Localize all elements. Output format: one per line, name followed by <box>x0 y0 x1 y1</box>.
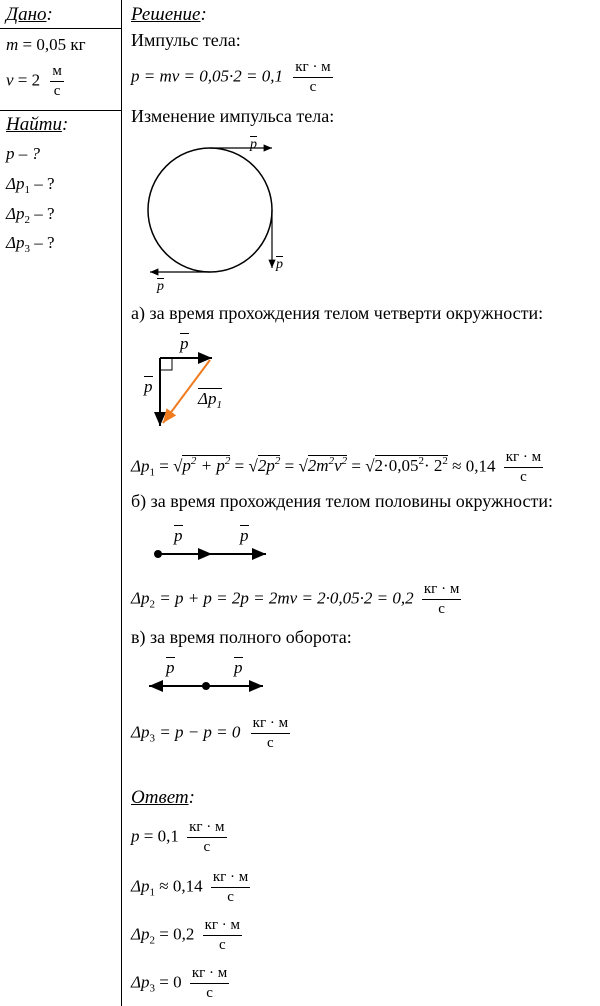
formula-a <box>131 450 543 485</box>
answer-dp3-value: = 0 <box>159 972 182 992</box>
find-dp2-sub: 2 <box>24 214 30 226</box>
quarter-vec-top <box>180 333 189 352</box>
answer-dp2-unit-den: с <box>218 937 226 953</box>
sqrt1-p: p <box>182 456 191 476</box>
answer-dp3-unit-den: с <box>206 985 213 1001</box>
impulse-unit-den: с <box>309 79 317 95</box>
circle-diagram <box>140 130 300 300</box>
answer-dp1-unit <box>211 870 250 905</box>
sqrt3-m: 2m <box>307 456 329 476</box>
answer-dp2-label: Δp <box>131 924 150 944</box>
sqrt1-p2: + p <box>200 456 225 476</box>
find-dp1-label: Δp <box>6 174 25 193</box>
mass-value: = 0,05 кг <box>22 35 86 54</box>
answer-p-unit <box>187 820 226 855</box>
full-center-dot <box>202 682 210 690</box>
given-velocity <box>6 64 64 99</box>
solution-header-colon: : <box>200 4 207 25</box>
answer-p-value: = 0,1 <box>143 826 179 846</box>
find-item-dp2 <box>6 205 55 226</box>
formula-a-unit-den: с <box>520 469 527 485</box>
find-dp3-suffix: – ? <box>29 233 55 252</box>
answer-header-colon: : <box>188 787 195 808</box>
find-header <box>6 115 68 134</box>
eq-sign-1: = <box>159 456 169 476</box>
impulse-unit <box>293 60 332 95</box>
answer-line-p <box>131 820 227 855</box>
formula-c-sub: 3 <box>149 732 155 745</box>
given-top-underline <box>0 28 121 29</box>
formula-b-unit-den: с <box>438 601 445 617</box>
full-vec-2 <box>234 657 243 676</box>
given-header-colon: : <box>46 4 53 25</box>
case-a-text: а) за время прохождения телом четверти окружности: <box>131 303 544 323</box>
sqrt4-a: 2·0,05 <box>374 456 419 476</box>
find-dp3-label: Δp <box>6 233 25 252</box>
formula-a-result: ≈ 0,14 <box>452 456 496 476</box>
impulse-title: Импульс тела: <box>131 30 241 50</box>
answer-p-unit-den: с <box>203 839 211 855</box>
quarter-delta-sub: 1 <box>216 399 222 411</box>
impulse-formula-text: p = mv = 0,05·2 = 0,1 <box>131 66 283 86</box>
find-item-p: p – ? <box>6 144 40 163</box>
impulse-unit-num: кг · м <box>293 60 332 78</box>
answer-p-label: p <box>131 826 140 846</box>
answer-header <box>131 788 195 807</box>
velocity-unit-den: с <box>53 83 61 99</box>
half-vec-1 <box>174 525 183 544</box>
quarter-delta-label <box>198 388 222 411</box>
answer-header-text: Ответ <box>131 787 189 808</box>
answer-dp3-unit <box>190 966 229 1001</box>
given-bottom-underline <box>0 110 121 111</box>
eq-sign-4: = <box>351 456 361 476</box>
sqrt3-v: v <box>334 456 342 476</box>
sqrt-3: $√2m^2v^2$ <box>298 455 348 476</box>
half-vec-2 <box>240 525 249 544</box>
half-vec-1-label: p <box>174 526 183 545</box>
quarter-vec-left <box>144 376 153 395</box>
case-c-text: в) за время полного оборота: <box>131 627 352 647</box>
find-header-colon: : <box>61 114 69 135</box>
circle-vec-bottom <box>157 278 164 294</box>
given-header <box>6 5 53 24</box>
formula-b-unit <box>422 582 461 617</box>
velocity-symbol: v <box>6 70 14 90</box>
formula-b-left: Δp <box>131 588 150 608</box>
find-item-dp3 <box>6 234 55 255</box>
find-dp1-suffix: – ? <box>29 174 55 193</box>
answer-dp1-value: ≈ 0,14 <box>159 876 203 896</box>
solution-header-text: Решение <box>131 4 201 25</box>
formula-c-unit <box>251 716 290 751</box>
formula-a-left: Δp <box>131 456 150 476</box>
full-turn-diagram <box>145 672 275 702</box>
quarter-vec-top-label: p <box>180 334 189 353</box>
impulse-formula <box>131 60 333 95</box>
answer-dp2-unit <box>203 918 242 953</box>
answer-dp2-unit-num: кг · м <box>203 918 242 936</box>
mass-symbol: m <box>6 35 19 54</box>
find-dp2-label: Δp <box>6 204 25 223</box>
formula-a-sub: 1 <box>149 466 155 479</box>
formula-c-unit-num: кг · м <box>251 716 290 734</box>
formula-a-unit-num: кг · м <box>504 450 543 468</box>
answer-dp1-unit-den: с <box>227 889 234 905</box>
full-vec-2-label: p <box>234 658 243 677</box>
answer-dp3-sub: 3 <box>149 982 155 995</box>
given-header-text: Дано <box>6 4 47 25</box>
circle-vec-right-label: p <box>276 257 283 272</box>
answer-dp1-label: Δp <box>131 876 150 896</box>
find-header-text: Найти <box>6 114 62 135</box>
half-turn-diagram <box>150 540 280 570</box>
trajectory-circle <box>148 148 272 272</box>
find-dp1-sub: 1 <box>24 184 30 196</box>
velocity-value: = 2 <box>17 70 41 90</box>
formula-b-unit-num: кг · м <box>422 582 461 600</box>
quarter-vec-left-label: p <box>144 377 153 396</box>
velocity-unit-num: м <box>50 64 64 82</box>
answer-dp1-unit-num: кг · м <box>211 870 250 888</box>
find-item-dp1 <box>6 175 55 196</box>
given-column-border <box>121 0 122 1006</box>
eq-sign-2: = <box>234 456 245 476</box>
formula-c-left: Δp <box>131 722 150 742</box>
answer-p-unit-num: кг · м <box>187 820 226 838</box>
sqrt4-b: · 2 <box>423 456 443 476</box>
answer-dp3-label: Δp <box>131 972 150 992</box>
answer-dp1-sub: 1 <box>149 886 155 899</box>
sqrt-4: $√2\cdot 0,05^2\cdot 2^2$ <box>365 455 448 476</box>
case-b-text: б) за время прохождения телом половины окружности: <box>131 491 553 511</box>
velocity-unit <box>50 64 64 99</box>
formula-b-text: = p + p = 2p = 2mv = 2·0,05·2 = 0,2 <box>159 588 414 608</box>
sqrt-2: $√2p^2$ <box>248 455 281 476</box>
find-dp2-suffix: – ? <box>29 204 55 223</box>
change-title: Изменение импульса тела: <box>131 106 335 126</box>
answer-line-dp1 <box>131 870 250 905</box>
eq-sign-3: = <box>284 456 295 476</box>
given-mass <box>6 36 86 53</box>
answer-line-dp3 <box>131 966 229 1001</box>
find-dp3-sub: 3 <box>24 243 30 255</box>
right-angle-mark <box>160 358 172 370</box>
answer-dp2-sub: 2 <box>149 934 155 947</box>
answer-line-dp2 <box>131 918 242 953</box>
solution-header <box>131 5 207 24</box>
circle-vec-top <box>250 136 257 152</box>
circle-vec-right <box>276 256 283 272</box>
quarter-turn-diagram <box>140 340 250 440</box>
formula-a-unit <box>504 450 543 485</box>
formula-c <box>131 716 290 751</box>
formula-b-sub: 2 <box>149 598 155 611</box>
circle-vec-bottom-label: p <box>157 279 164 294</box>
full-vec-1-label: p <box>166 658 175 677</box>
answer-dp3-unit-num: кг · м <box>190 966 229 984</box>
quarter-delta-text: Δp <box>198 389 217 408</box>
sqrt-1: $√p^2 + p^2$ <box>173 455 231 476</box>
full-vec-1 <box>166 657 175 676</box>
half-vec-2-label: p <box>240 526 249 545</box>
formula-b <box>131 582 461 617</box>
answer-dp2-value: = 0,2 <box>159 924 195 944</box>
sqrt2-term: 2p <box>257 456 275 476</box>
circle-vec-top-label: p <box>250 137 257 152</box>
formula-c-unit-den: с <box>267 735 274 751</box>
formula-c-text: = p − p = 0 <box>159 722 241 742</box>
